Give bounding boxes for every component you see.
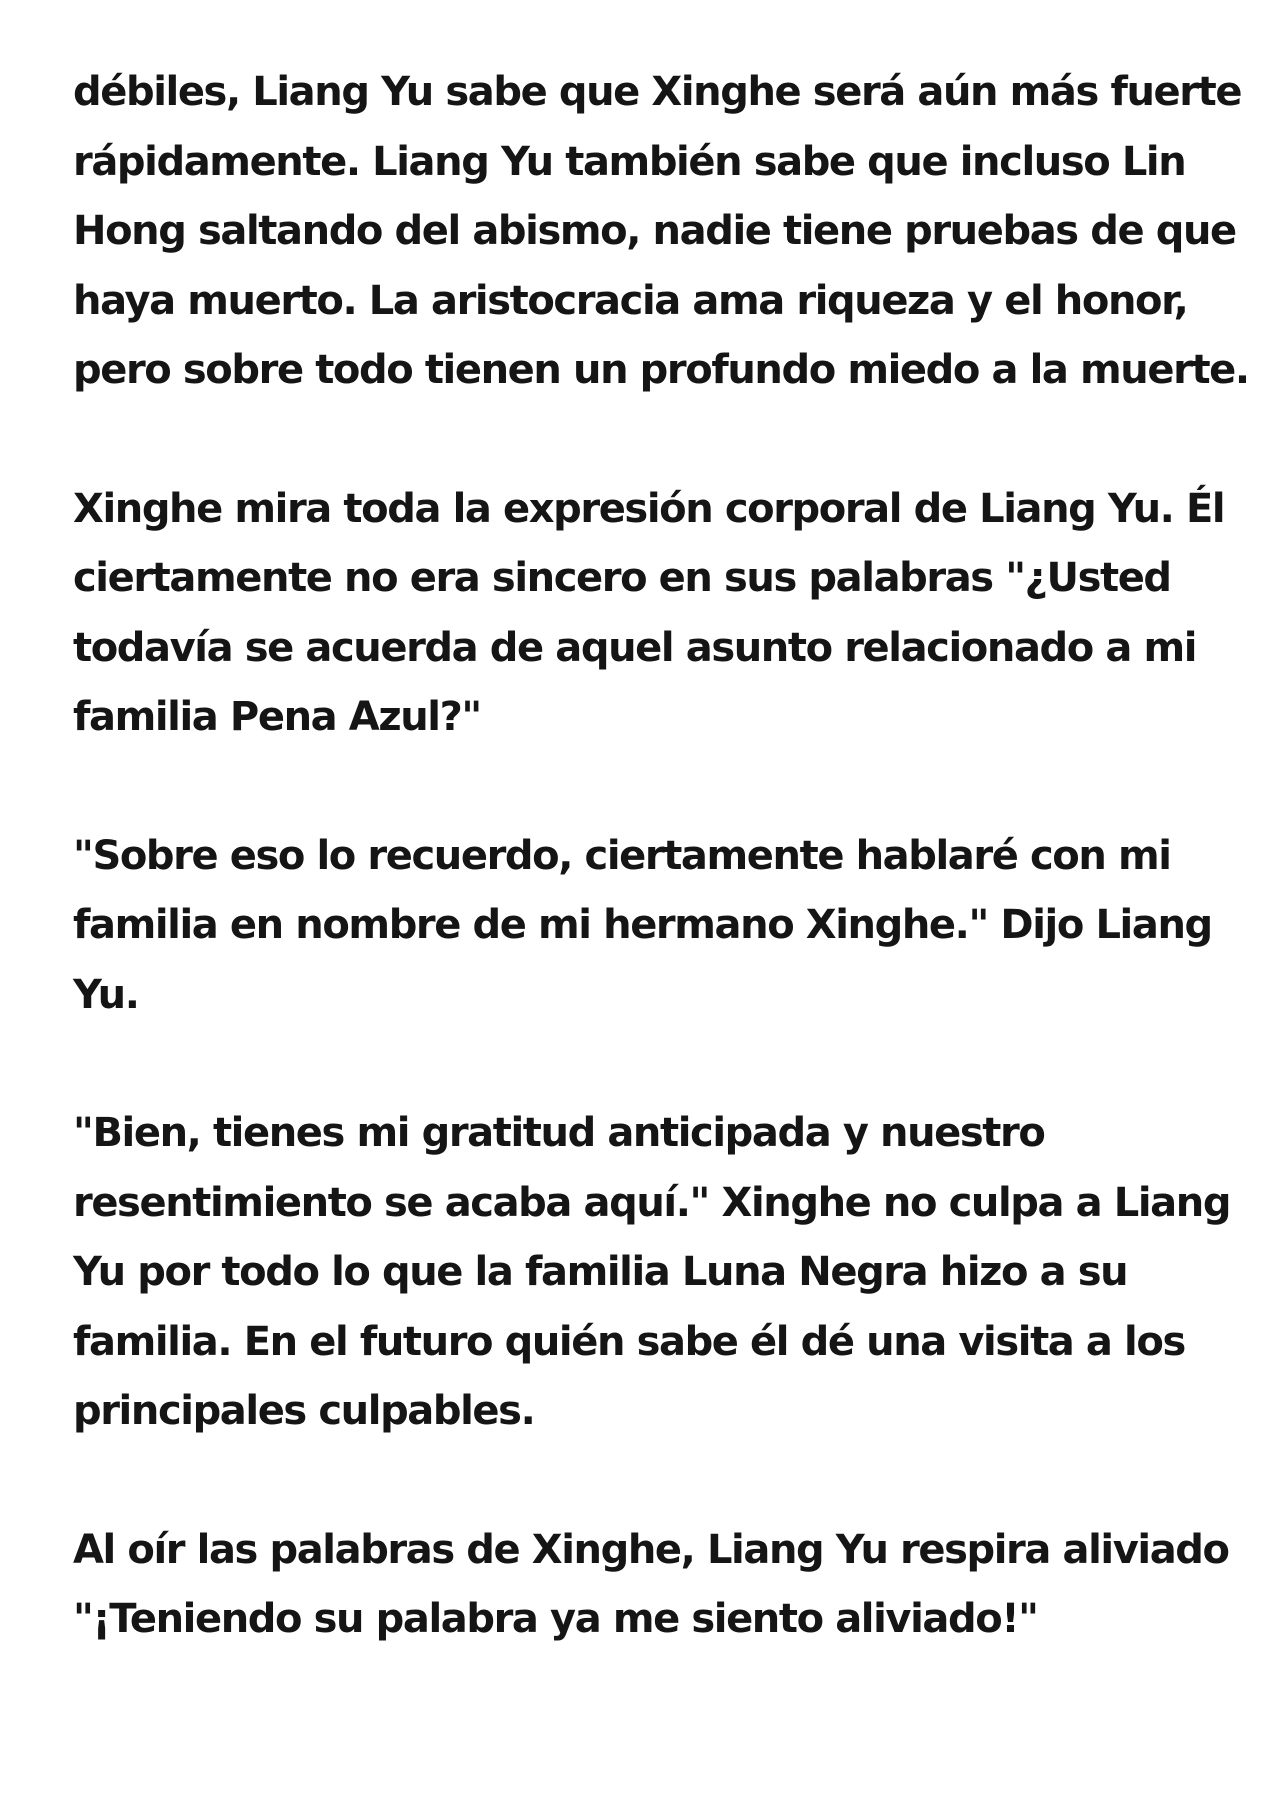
paragraph-5 <box>73 1516 1229 1655</box>
paragraph-2 <box>73 475 1225 753</box>
text-line: Hong saltando del abismo, nadie tiene pruebas de que <box>73 208 1236 254</box>
text-line: principales culpables. <box>73 1388 535 1434</box>
text-line: "Bien, tienes mi gratitud anticipada y nuestro <box>73 1110 1045 1156</box>
text-line: pero sobre todo tienen un profundo miedo a la muerte. <box>73 347 1249 393</box>
text-line: todavía se acuerda de aquel asunto relacionado a mi <box>73 624 1197 671</box>
text-line: haya muerto. La aristocracia ama riqueza y el honor, <box>73 277 1188 324</box>
text-line: Yu por todo lo que la familia Luna Negra hizo a su <box>73 1249 1128 1295</box>
text-line: familia en nombre de mi hermano Xinghe." Dijo Liang <box>73 902 1212 948</box>
text-line: familia. En el futuro quién sabe él dé una visita a los <box>73 1318 1185 1365</box>
text-line: rápidamente. Liang Yu también sabe que incluso Lin <box>73 138 1186 185</box>
text-line: débiles, Liang Yu sabe que Xinghe será aún más fuerte <box>73 69 1242 115</box>
text-line: Yu. <box>73 971 139 1018</box>
text-line: ciertamente no era sincero en sus palabras "¿Usted <box>73 555 1171 601</box>
paragraph-3 <box>73 822 1220 1031</box>
text-line: Xinghe mira toda la expresión corporal de Liang Yu. Él <box>73 485 1225 532</box>
text-line: "¡Teniendo su palabra ya me siento aliviado!" <box>73 1596 1038 1642</box>
paragraph-4 <box>73 1099 1231 1447</box>
text-line: Al oír las palabras de Xinghe, Liang Yu respira aliviado <box>73 1526 1229 1573</box>
text-line: familia Pena Azul?" <box>73 694 481 740</box>
paragraph-1 <box>73 58 1249 406</box>
text-line: "Sobre eso lo recuerdo, ciertamente hablaré con mi <box>73 832 1171 879</box>
text-line: resentimiento se acaba aquí." Xinghe no culpa a Liang <box>73 1179 1231 1226</box>
